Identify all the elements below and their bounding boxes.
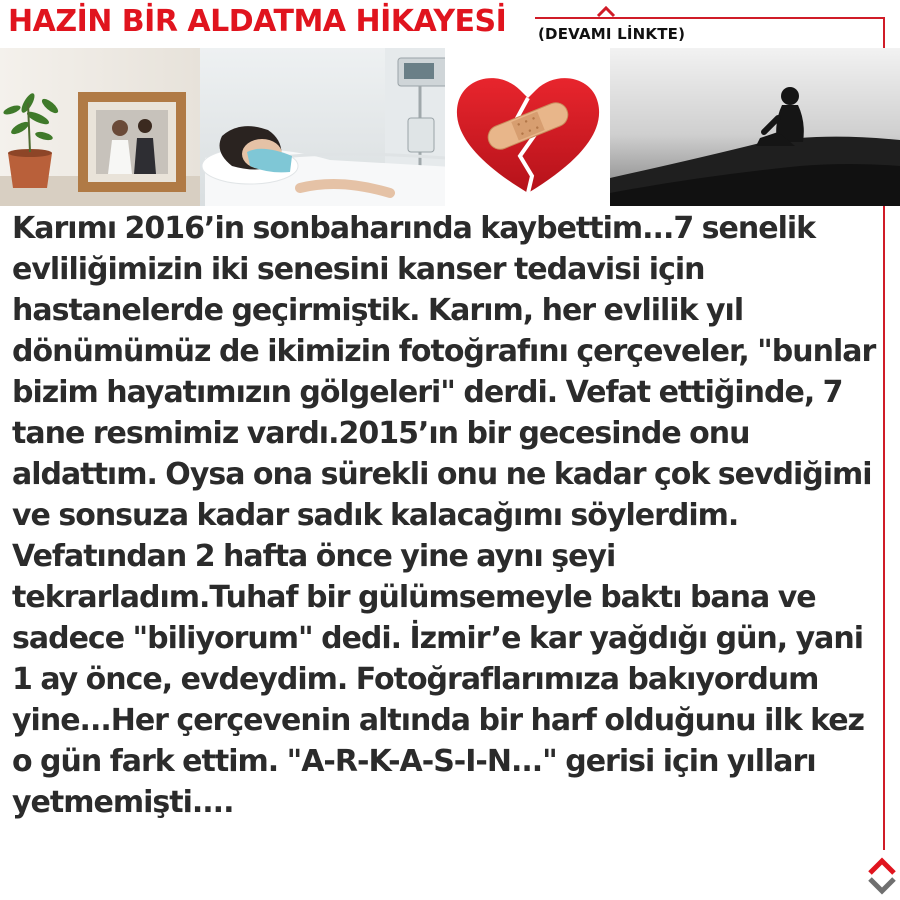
page-title: HAZİN BİR ALDATMA HİKAYESİ (8, 4, 507, 39)
chevron-up-icon (594, 4, 618, 20)
header-banner (0, 48, 900, 206)
broken-heart-panel (445, 48, 610, 206)
frame-line-top (535, 17, 885, 19)
scroll-nav[interactable] (865, 855, 899, 895)
continue-link[interactable]: (DEVAMI LİNKTE) (538, 25, 686, 43)
hospital-panel (200, 48, 470, 206)
chevron-down-icon (870, 879, 894, 891)
story-text: Karımı 2016’in sonbaharında kaybettim...7 senelik evliliğimizin iki senesini kanser tedavisi için hastanelerde geçirmiştik. Karım, her evlilik yıl dönümümüz de ikimizin fotoğrafını çerçeveler, "bunlar bizim hayatımızın gölgeleri" derdi. Vefat ettiğinde, 7 tane resmimiz vardı.2015’ın bir gecesinde onu aldattım. Oysa ona sürekli onu ne kadar çok sevdiğimi ve sonsuza kadar sadık kalacağımı söylerdim. Vefatından 2 hafta önce yine aynı şeyi tekrarladım.Tuhaf bir gülümsemeyle baktı bana ve sadece "biliyorum" dedi. İzmir’e kar yağdığı gün, yani 1 ay önce, evdeydim. Fotoğraflarımıza bakıyordum yine...Her çerçevenin altında bir harf olduğunu ilk kez o gün fark ettim. "A-R-K-A-S-I-N..." gerisi için yılları yetmemişti.... (12, 211, 876, 820)
wedding-photo-panel (0, 48, 200, 206)
silhouette-panel (610, 48, 900, 206)
chevron-up-icon (870, 861, 894, 873)
